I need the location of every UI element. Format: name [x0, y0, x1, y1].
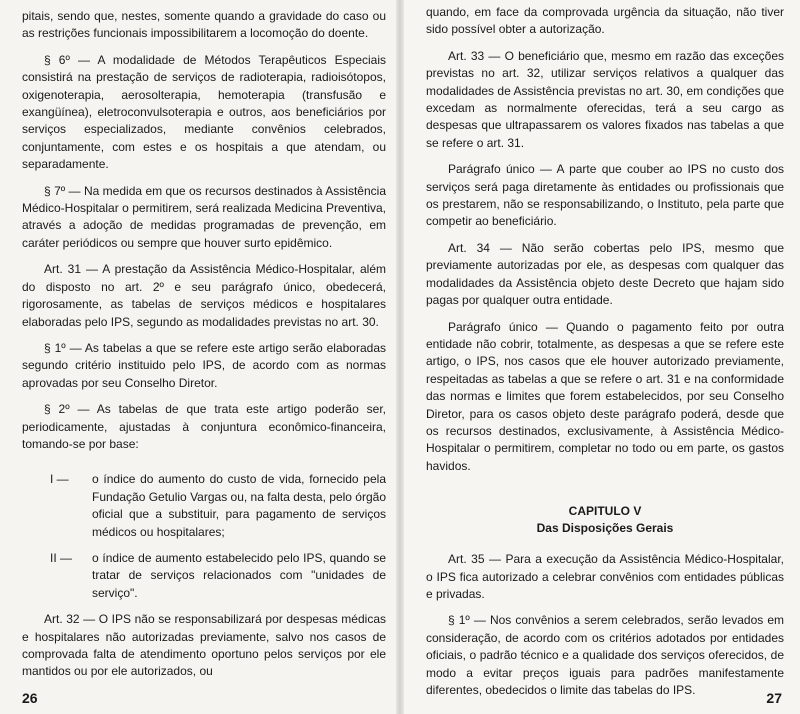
- list-item-numeral: I —: [50, 472, 69, 487]
- list-item-i: [50, 471, 386, 541]
- chapter-subtitle: Das Disposições Gerais: [536, 521, 674, 536]
- page-number: 26: [22, 690, 38, 706]
- paragraph-art33-sole: Parágrafo único — A parte que couber ao IPS no custo dos serviços será paga diretamente às entidades ou profissionais que os prestarem, não se responsabilizando, o Instituto, pela parte que competir ao beneficiário.: [426, 162, 784, 229]
- paragraph-art34: Art. 34 — Não serão cobertas pelo IPS, mesmo que previamente autorizadas por ele, as despesas com qualquer das modalidades da Assistência objeto deste Decreto que hajam sido pagas por qualquer outra entidade.: [426, 240, 784, 308]
- paragraph-art31-par1: § 1º — As tabelas a que se refere este artigo serão elaboradas segundo critério instituido pelo IPS, de acordo com as normas aprovadas por seu Conselho Diretor.: [22, 340, 386, 390]
- list-item-text: o índice do aumento do custo de vida, fornecido pela Fundação Getulio Vargas ou, na falta desta, pelo órgão oficial que a substituir, para pagamento de serviços médicos ou hospitalares;: [92, 472, 386, 539]
- paragraph-continuation: pitais, sendo que, nestes, somente quando a gravidade do caso ou as restrições funcionais impossibilitarem a locomoção do doente.: [22, 9, 386, 41]
- book-gutter: [396, 0, 404, 714]
- paragraph-par6: § 6º — A modalidade de Métodos Terapêuticos Especiais consistirá na prestação de serviços de radioterapia, radioisótopos, oxigenoterapia, aerosolterapia, hemoterapia (transfusão e exangüínea), eletroconvulsoterapia e outros, aos beneficiários por serviços especializados, mediante convênios celebrados, conjuntamente, com estes e os hospitais a que atendam, ou separadamente.: [22, 52, 386, 172]
- list-item-ii: [50, 550, 386, 602]
- list-item-text: o índice de aumento estabelecido pelo IPS, quando se tratar de serviços relacionados com "unidades de serviço".: [92, 550, 386, 600]
- list-item-numeral: II —: [50, 550, 73, 565]
- paragraph-par7: § 7º — Na medida em que os recursos destinados à Assistência Médico-Hospitalar o permitirem, será realizada Medicina Preventiva, através a adoção de medidas programadas de prevenção, em caráter periódicos ou sempre que houver surto epidêmico.: [22, 183, 386, 250]
- paragraph-continuation: quando, em face da comprovada urgência da situação, não tiver sido possível obter a autorização.: [426, 5, 784, 37]
- paragraph-art35: Art. 35 — Para a execução da Assistência Médico-Hospitalar, o IPS fica autorizado a celebrar convênios com entidades públicas e privadas.: [426, 552, 784, 601]
- paragraph-art32: Art. 32 — O IPS não se responsabilizará por despesas médicas e hospitalares não autorizadas previamente, salvo nos casos de comprovada falta de atendimento oportuno pelos serviços por ele mantidos ou por ele autorizados, ou: [22, 612, 386, 679]
- chapter-title: CAPITULO V: [568, 504, 642, 519]
- paragraph-art34-sole: Parágrafo único — Quando o pagamento feito por outra entidade não cobrir, totalmente, as despesas a que se refere este artigo, o IPS, nos casos que ele houver autorizado previamente, respeitadas as tabelas a que se refere o art. 31 e na conformidade das normas e limites que forem estabelecidos, por seu Conselho Diretor, para os casos objeto deste parágrafo poderá, desde que os recursos destinados, exclusivamente, à Assistência Médico-Hospitalar o permitirem, completar no todo ou em parte, os gastos havidos.: [426, 319, 784, 473]
- paragraph-art35-par1: § 1º — Nos convênios a serem celebrados, serão levados em consideração, de acordo com os critérios adotados por entidades oficiais, o padrão técnico e a qualidade dos serviços oferecidos, de modo a evitar preços iguais para padrões manifestamente diferentes, obedecidos o limite das tabelas do IPS.: [426, 613, 784, 697]
- right-page: [400, 0, 800, 714]
- page-number: 27: [766, 690, 782, 706]
- paragraph-art31-par2: § 2º — As tabelas de que trata este artigo poderão ser, periodicamente, ajustadas à conjuntura econômico-financeira, tomando-se por base:: [22, 402, 386, 451]
- paragraph-art31: Art. 31 — A prestação da Assistência Médico-Hospitalar, além do disposto no art. 2º e seu parágrafo único, obedecerá, rigorosamente, as tabelas de serviços médicos e hospitalares elaboradas pelo IPS, segundo as modalidades previstas no art. 30.: [22, 262, 386, 329]
- paragraph-art33: Art. 33 — O beneficiário que, mesmo em razão das exceções previstas no art. 32, utilizar serviços relativos a qualquer das modalidades de Assistência previstas no art. 30, em condições que excedam as normalmente oferecidas, terá a seu cargo as despesas que ultrapassarem os valores fixados nas tabelas a que se refere o art. 31.: [426, 48, 784, 150]
